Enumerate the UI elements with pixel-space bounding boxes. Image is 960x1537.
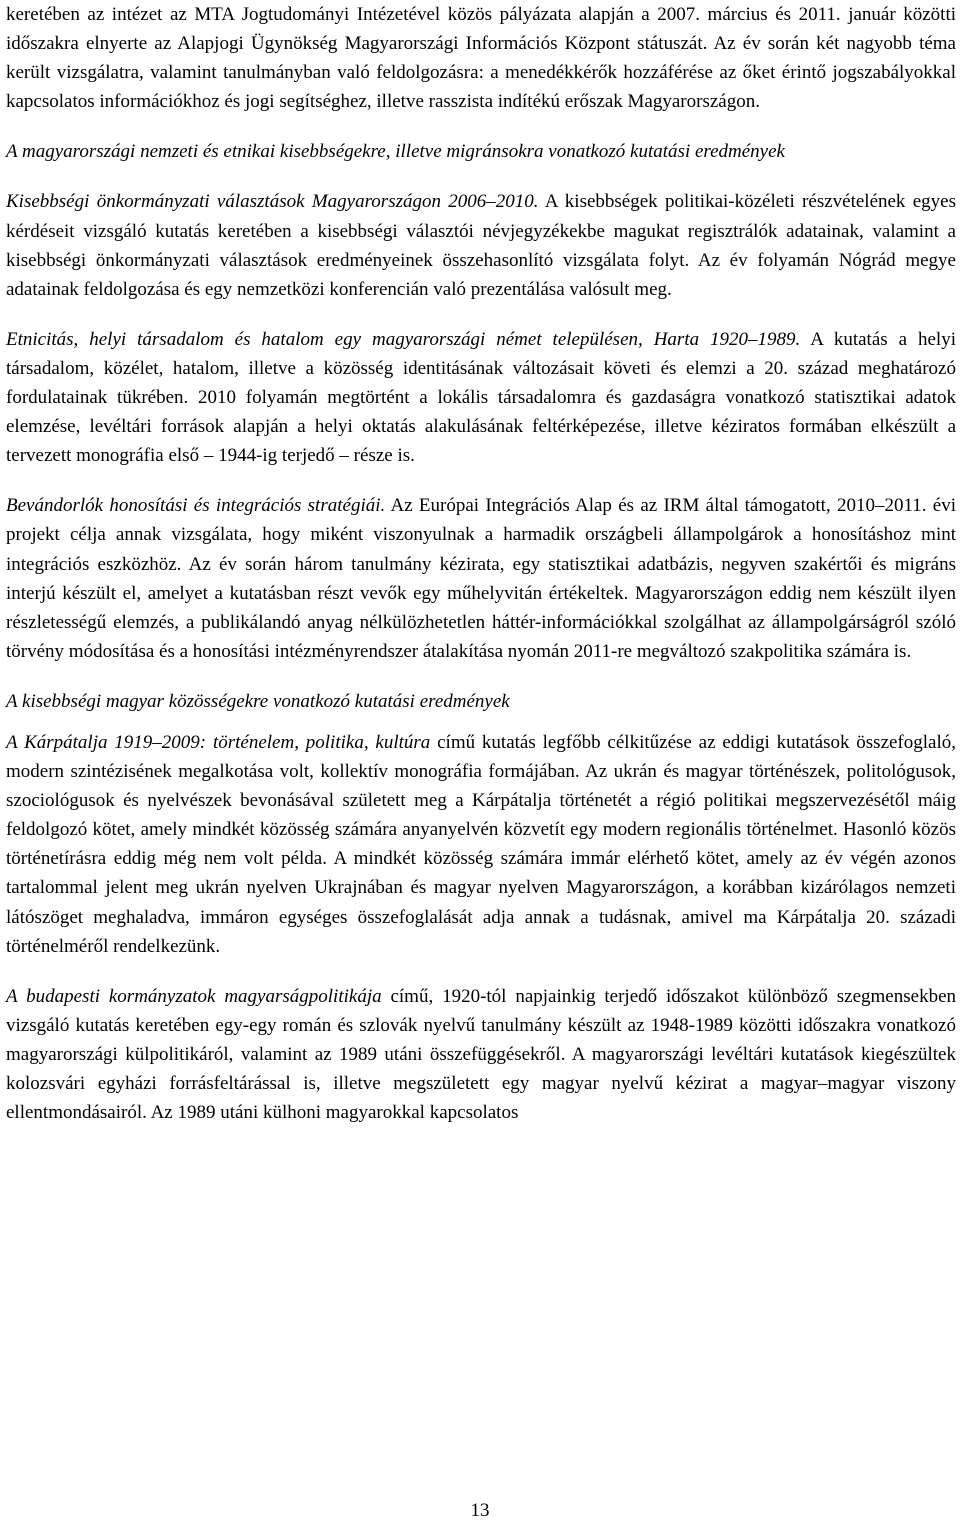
paragraph-body: című kutatás legfőbb célkitűzése az eddigi kutatások összefoglaló, modern szintézisének megalkotása volt, kollektív monográfia formájában. Az ukrán és magyar történészek, politológusok, szociológusok és nyelvészek bevonásával született meg a Kárpátalja történetét a régió politikai megszervezésétől máig feldolgozó kötet, amely mindkét közösség számára anyanyelvén közvetít egy modern regionális történelmet. Hasonló közös történetírásra eddig még nem volt példa. A mindkét közösség számára immár elérhető kötet, amely az év végén azonos tartalommal jelent meg ukrán nyelven Ukrajnában és magyar nyelven Magyarországon, a korábban kizárólagos nemzeti látószöget meghaladva, immáron egységes összefoglalását adja annak a tudásnak, amivel ma Kárpátalja 20. századi történelméről rendelkezünk. — [6, 731, 957, 957]
section-heading-minorities-migrants: A magyarországi nemzeti és etnikai kisebbségekre, illetve migránsokra vonatkozó kutatási eredmények — [6, 141, 785, 163]
paragraph-body: című, 1920-tól napjainkig terjedő időszakot különböző szegmensekben vizsgáló kutatás keretében egy-egy román és szlovák nyelvű tanulmány készült az 1948-1989 közötti időszakra vonatkozó magyarországi külpolitikáról, valamint az 1989 utáni összefüggésekről. A magyarországi levéltári kutatások kiegészültek kolozsvári egyházi forrásfeltárással is, illetve megszületett egy magyar nyelvű kézirat a magyar–magyar viszony ellentmondásairól. Az 1989 utáni külhoni magyarokkal kapcsolatos — [6, 985, 956, 1124]
page-number: 13 — [470, 1500, 490, 1521]
section-heading-hungarian-minorities: A kisebbségi magyar közösségekre vonatkozó kutatási eredmények — [6, 690, 510, 712]
paragraph-title: Kisebbségi önkormányzati választások Magyarországon 2006–2010. — [6, 191, 539, 213]
document-page — [6, 0, 956, 1127]
paragraph-harta-research — [6, 325, 956, 470]
paragraph-budapest-governments — [6, 982, 956, 1127]
paragraph-body: A kisebbségek politikai-közéleti részvételének egyes kérdéseit vizsgáló kutatás keretében a kisebbségi választói névjegyzékekbe magukat regisztrálók adatainak, valamint a kisebbségi önkormányzati választások eredményeinek összehasonlító vizsgálata folyt. Az év folyamán Nógrád megye adatainak feldolgozása és egy nemzetközi konferencián való prezentálása valósult meg. — [6, 191, 957, 300]
paragraph-title: A budapesti kormányzatok magyarságpolitikája — [6, 985, 382, 1007]
paragraph-karpatalja — [6, 728, 956, 961]
paragraph-title: Etnicitás, helyi társadalom és hatalom egy magyarországi német településen, Harta 1920–1989. — [6, 328, 801, 350]
paragraph-naturalisation-strategies — [6, 491, 956, 666]
paragraph-title: A Kárpátalja 1919–2009: történelem, politika, kultúra — [6, 731, 431, 753]
paragraph-title: Bevándorlók honosítási és integrációs stratégiái. — [6, 495, 386, 517]
paragraph-minority-elections — [6, 187, 956, 303]
paragraph-info-centre: keretében az intézet az MTA Jogtudományi Intézetével közös pályázata alapján a 2007. március és 2011. január közötti időszakra elnyerte az Alapjogi Ügynökség Magyarországi Információs Központ státuszát. Az év során két nagyobb téma került vizsgálatra, valamint tanulmányban való feldolgozásra: a menedékkérők hozzáférése az őket érintő jogszabályokkal kapcsolatos információkhoz és jogi segítséghez, illetve rasszista indítékú erőszak Magyarországon. — [6, 4, 956, 113]
paragraph-body: Az Európai Integrációs Alap és az IRM által támogatott, 2010–2011. évi projekt célja annak vizsgálata, hogy miként viszonyulnak a harmadik országbeli állampolgárok a honosításhoz mint integrációs eszközhöz. Az év során három tanulmány kézirata, egy statisztikai adatbázis, negyven szakértői és migráns interjú készült el, amelyet a kutatásban részt vevők egy műhelyvitán értékeltek. Magyarországon eddig nem készült ilyen részletességű elemzés, a publikálandó anyag nélkülözhetetlen háttér-információkkal szolgálhat az állampolgárságról szóló törvény módosítása és a honosítási intézményrendszer átalakítása nyomán 2011-re megváltozó szakpolitika számára is. — [6, 495, 956, 662]
paragraph-body: A kutatás a helyi társadalom, közélet, hatalom, illetve a közösség identitásának változásait követi és elemzi a 20. század meghatározó fordulatainak tükrében. 2010 folyamán megtörtént a lokális társadalomra és gazdaságra vonatkozó statisztikai adatok elemzése, levéltári források alapján a helyi oktatás alakulásának feltérképezése, illetve kéziratos formában elkészült a tervezett monográfia első – 1944-ig terjedő – része is. — [6, 328, 956, 467]
